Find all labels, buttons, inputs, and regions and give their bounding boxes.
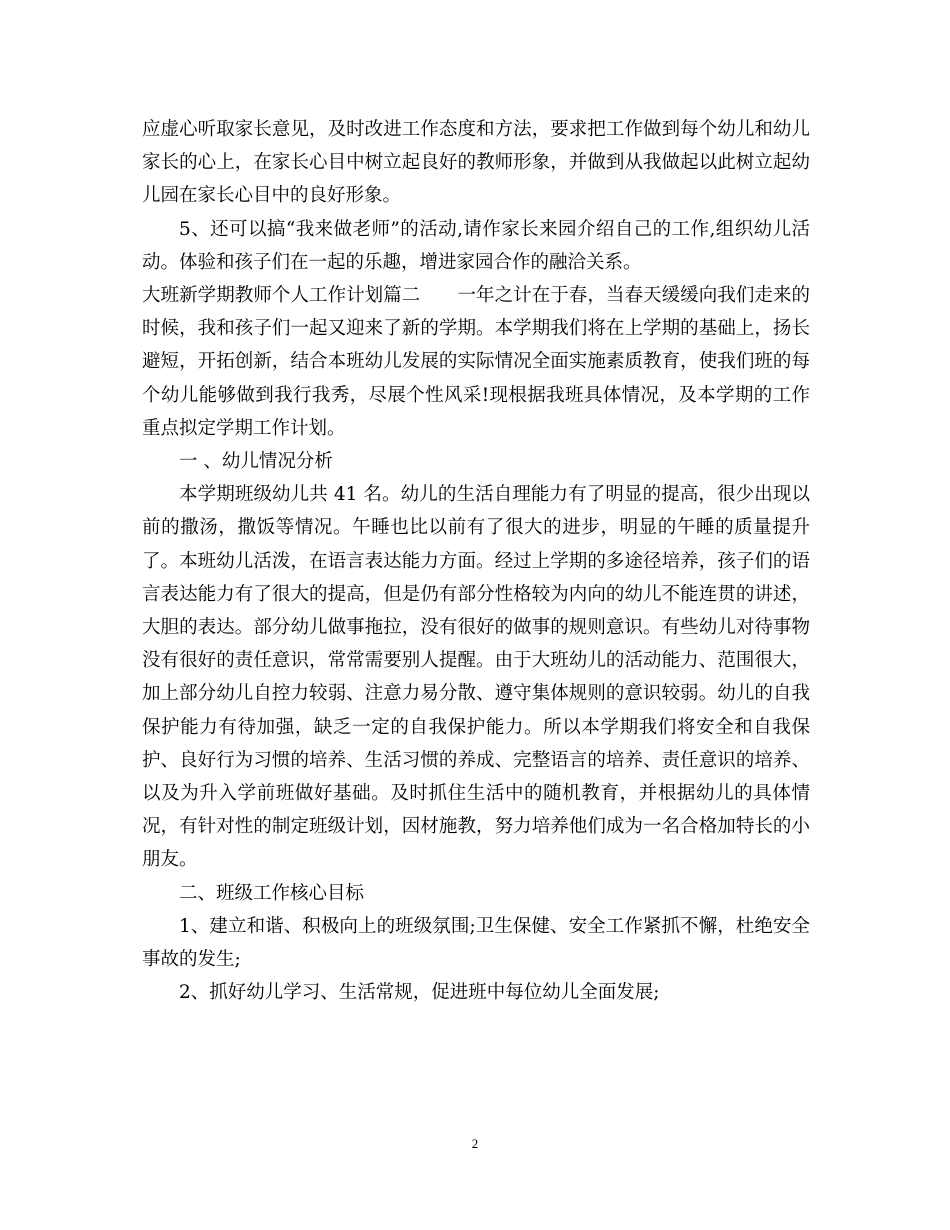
paragraph-5: 本学期班级幼儿共 41 名。幼儿的生活自理能力有了明显的提高，很少出现以前的撒汤，撒饭等情况。午睡也比以前有了很大的进步，明显的午睡的质量提升了。本班幼儿活泼，在语言表达能力方面。经过上学期的多途径培养，孩子们的语言表达能力有了很大的提高，但是仍有部分性格较为内向的幼儿不能连贯的讲述，大胆的表达。部分幼儿做事拖拉，没有很好的做事的规则意识。有些幼儿对待事物没有很好的责任意识，常常需要别人提醒。由于大班幼儿的活动能力、范围很大，加上部分幼儿自控力较弱、注意力易分散、遵守集体规则的意识较弱。幼儿的自我保护能力有待加强，缺乏一定的自我保护能力。所以本学期我们将安全和自我保护、良好行为习惯的培养、生活习惯的养成、完整语言的培养、责任意识的培养、以及为升入学前班做好基础。及时抓住生活中的随机教育，并根据幼儿的具体情况，有针对性的制定班级计划，因材施教，努力培养他们成为一名合格加特长的小朋友。 [142,484,810,871]
paragraph-3: 大班新学期教师个人工作计划篇二 一年之计在于春，当春天缓缓向我们走来的时候，我和孩子们一起又迎来了新的学期。本学期我们将在上学期的基础上，扬长避短，开拓创新，结合本班幼儿发展的实际情况全面实施素质教育，使我们班的每个幼儿能够做到我行我秀，尽展个性风采!现根据我班具体情况，及本学期的工作重点拟定学期工作计划。 [142,285,810,439]
paragraph-1: 应虚心听取家长意见，及时改进工作态度和方法，要求把工作做到每个幼儿和幼儿家长的心上，在家长心目中树立起良好的教师形象，并做到从我做起以此树立起幼儿园在家长心目中的良好形象。 [142,119,810,207]
paragraph-8: 2、抓好幼儿学习、生活常规，促进班中每位幼儿全面发展; [179,982,660,1004]
page-number: 2 [471,1136,479,1151]
section-heading-2: 二、班级工作核心目标 [179,882,365,904]
document-body [142,113,810,1009]
section-heading-1: 一 、幼儿情况分析 [179,451,333,473]
paragraph-2: 5、还可以搞“我来做老师”的活动,请作家长来园介绍自己的工作,组织幼儿活动。体验和孩子们在一起的乐趣，增进家园合作的融洽关系。 [142,218,810,273]
paragraph-7: 1、建立和谐、积极向上的班级氛围;卫生保健、安全工作紧抓不懈，杜绝安全事故的发生; [142,915,810,971]
